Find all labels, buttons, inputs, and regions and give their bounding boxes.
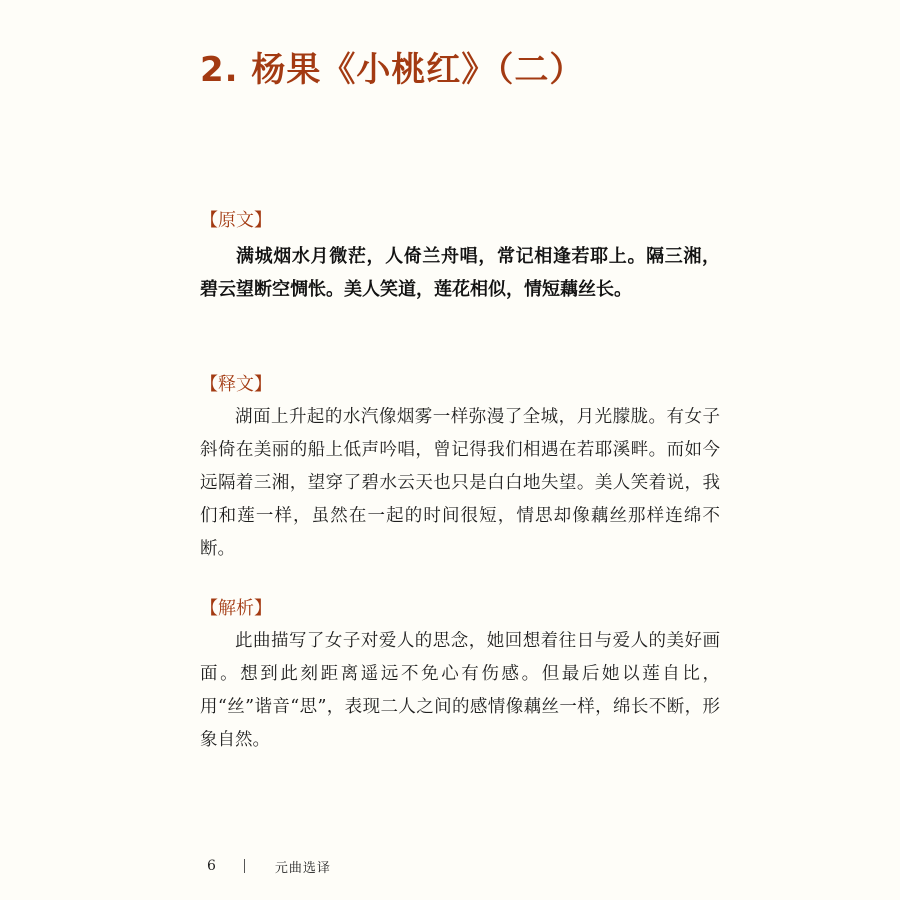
page-footer: [207, 856, 331, 876]
original-text-label: 【原文】: [200, 210, 272, 231]
analysis-label: 【解析】: [200, 598, 272, 619]
translation-body: 湖面上升起的水汽像烟雾一样弥漫了全城，月光朦胧。有女子斜倚在美丽的船上低声吟唱，曾记得我们相遇在若耶溪畔。而如今远隔着三湘，望穿了碧水云天也只是白白地失望。美人笑着说，我们和莲一样，虽然在一起的时间很短，情思却像藕丝那样连绵不断。: [200, 407, 720, 559]
translation-label: 【释文】: [200, 374, 272, 395]
translation-section: [200, 373, 720, 566]
original-text-section: [200, 209, 720, 306]
page-number: 6: [207, 858, 216, 874]
analysis-body: 此曲描写了女子对爱人的思念，她回想着往日与爱人的美好画面。想到此刻距离遥远不免心有伤感。但最后她以莲自比，用“丝”谐音“思”，表现二人之间的感情像藕丝一样，绵长不断，形象自然。: [200, 631, 720, 750]
analysis-section: [200, 597, 720, 757]
book-title: 元曲选译: [274, 860, 331, 876]
poem-title: 2. 杨果《小桃红》（二）: [200, 50, 585, 90]
footer-divider: [244, 859, 245, 873]
original-text-body: 满城烟水月微茫，人倚兰舟唱，常记相逢若耶上。隔三湘，碧云望断空惆怅。美人笑道，莲花相似，情短藕丝长。: [200, 246, 720, 300]
